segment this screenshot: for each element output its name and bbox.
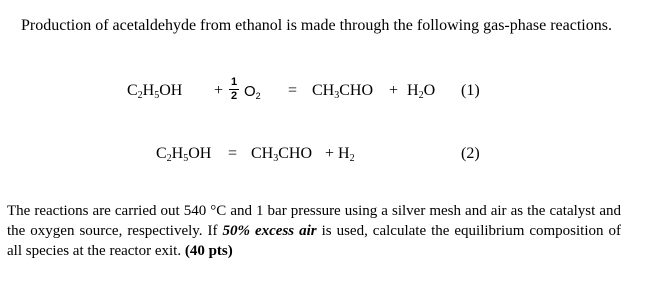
plus-sign: + [325,145,335,162]
water-formula: $H_2O$ [407,82,436,101]
ethanol-formula: $C_2H_5OH$ [127,82,183,101]
oxygen-formula: $O_2$ [244,83,261,101]
hydrogen-formula: $H_2$ [338,145,355,164]
acetaldehyde-formula: $CH_3CHO$ [312,82,374,101]
reaction-number: (2) [461,145,480,162]
problem-statement: The reactions are carried out 540 °C and 1 bar pressure using a silver mesh and air as the catalyst and the oxygen source, respectively. If 50% excess air is used, calculate the equilibrium composition of all species at the reactor exit. (40 pts) [7,203,621,259]
plus-sign: + [214,82,224,99]
plus-sign: + [389,82,399,99]
problem-intro: Production of acetaldehyde from ethanol is made through the following gas-phase reactions. [21,17,612,34]
one-half-fraction: 1 2 [230,76,238,102]
ethanol-formula: $C_2H_5OH$ [156,145,212,164]
reaction-number: (1) [461,82,480,99]
acetaldehyde-formula: $CH_3CHO$ [251,145,313,164]
points-label: (40 pts) [184,243,233,259]
equals-sign: = [228,145,238,162]
equals-sign: = [288,82,298,99]
emphasis-excess-air: 50% excess air [222,223,317,239]
